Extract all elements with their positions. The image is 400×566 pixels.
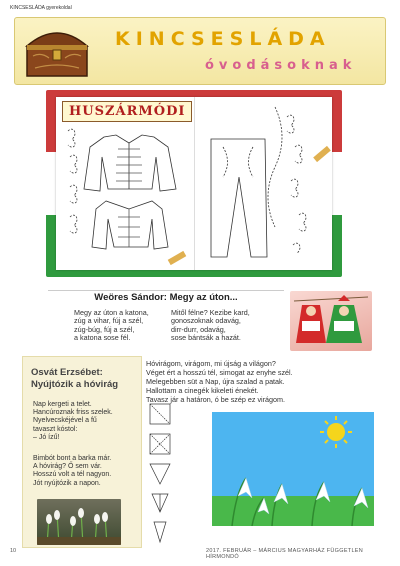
treasure-chest-image	[21, 22, 93, 80]
poem-line: Nap kergeti a telet.	[33, 401, 92, 408]
spring-poem-name: Nyújtózik a hóvirág	[31, 379, 119, 390]
riddle-line: Véget ért a hosszú tél, simogat az enyhe szél.	[146, 367, 293, 377]
poem-line: Nyelvecskéjével a fű	[33, 417, 97, 425]
spring-poem-box	[22, 356, 142, 548]
riddle-line: Tavasz jár a határon, ó be szép ez virágom.	[146, 394, 286, 404]
poem-right-column	[171, 309, 250, 343]
riddle-line: Melegebben süt a Nap, újra szalad a patak.	[146, 376, 285, 386]
footer-publication: 2017. FEBRUÁR – MÁRCIUS MAGYARHÁZ FÜGGETLEN HÍRMONDÓ	[206, 548, 364, 560]
snowdrop-photo	[37, 499, 121, 545]
huszarmodi-title: HUSZÁRMÓDI	[62, 101, 192, 122]
poem-line: Hosszú volt a tél nagyon.	[33, 471, 112, 479]
poem-line: gonoszoknak odavág,	[171, 316, 241, 326]
page-header-note: KINCSESLÁDA gyerekoldal	[10, 5, 72, 11]
riddle-text	[146, 360, 378, 405]
huszar-jacket-drawing	[56, 97, 194, 270]
poem-left-column	[74, 309, 149, 343]
sun-icon	[320, 416, 352, 448]
folding-steps-diagram	[146, 402, 190, 546]
poem-line: a katona sose fél.	[74, 333, 131, 343]
riddle-line: Hallottam a cinegék kikeleti énekét.	[146, 385, 259, 395]
paper-dolls-photo	[290, 291, 372, 351]
spring-poem-title	[31, 367, 118, 391]
banner-title: KINCSESLÁDA	[115, 28, 331, 50]
huszar-coloring-sheet	[56, 97, 332, 270]
spring-poem-stanza-2	[33, 455, 111, 488]
snowdrop-scene-illustration	[212, 412, 374, 526]
poem-line: Jót nyújtózik a napon.	[33, 479, 101, 487]
riddle-line: Hóvirágom, virágom, mi újság a világon?	[146, 359, 276, 368]
spring-poem-author: Osvát Erzsébet:	[31, 367, 103, 378]
poem-line: Mitől félne? Kezibe kard,	[171, 308, 250, 317]
poem-line: zúg-búg, fúj a szél,	[74, 324, 135, 334]
poem-line: Bimbót bont a barka már.	[33, 455, 112, 462]
poem-line: Megy az úton a katona,	[74, 308, 149, 317]
spring-poem-stanza-1	[33, 401, 113, 442]
page-number: 10	[10, 548, 17, 554]
poem-title: Weöres Sándor: Megy az úton...	[94, 292, 238, 303]
kincseslada-banner	[14, 17, 386, 85]
poem-line: Hancúroznak friss szelek.	[33, 409, 113, 417]
banner-subtitle: óvodásoknak	[205, 58, 357, 73]
poem-line: zúg a vihar, fúj a szél,	[74, 316, 144, 326]
poem-line: tavaszt kóstol:	[33, 425, 78, 433]
snowdrop-craft-section	[146, 356, 378, 548]
poem-line: sose bántsák a hazát.	[171, 333, 241, 343]
huszar-trousers-drawing	[195, 97, 333, 270]
poem-megy-az-uton	[48, 290, 284, 348]
poem-line: A hóvirág? Ő sem vár.	[33, 463, 102, 471]
poem-line: – Jó ízű!	[33, 433, 60, 441]
poem-line: dirr-durr, odavág,	[171, 324, 226, 334]
